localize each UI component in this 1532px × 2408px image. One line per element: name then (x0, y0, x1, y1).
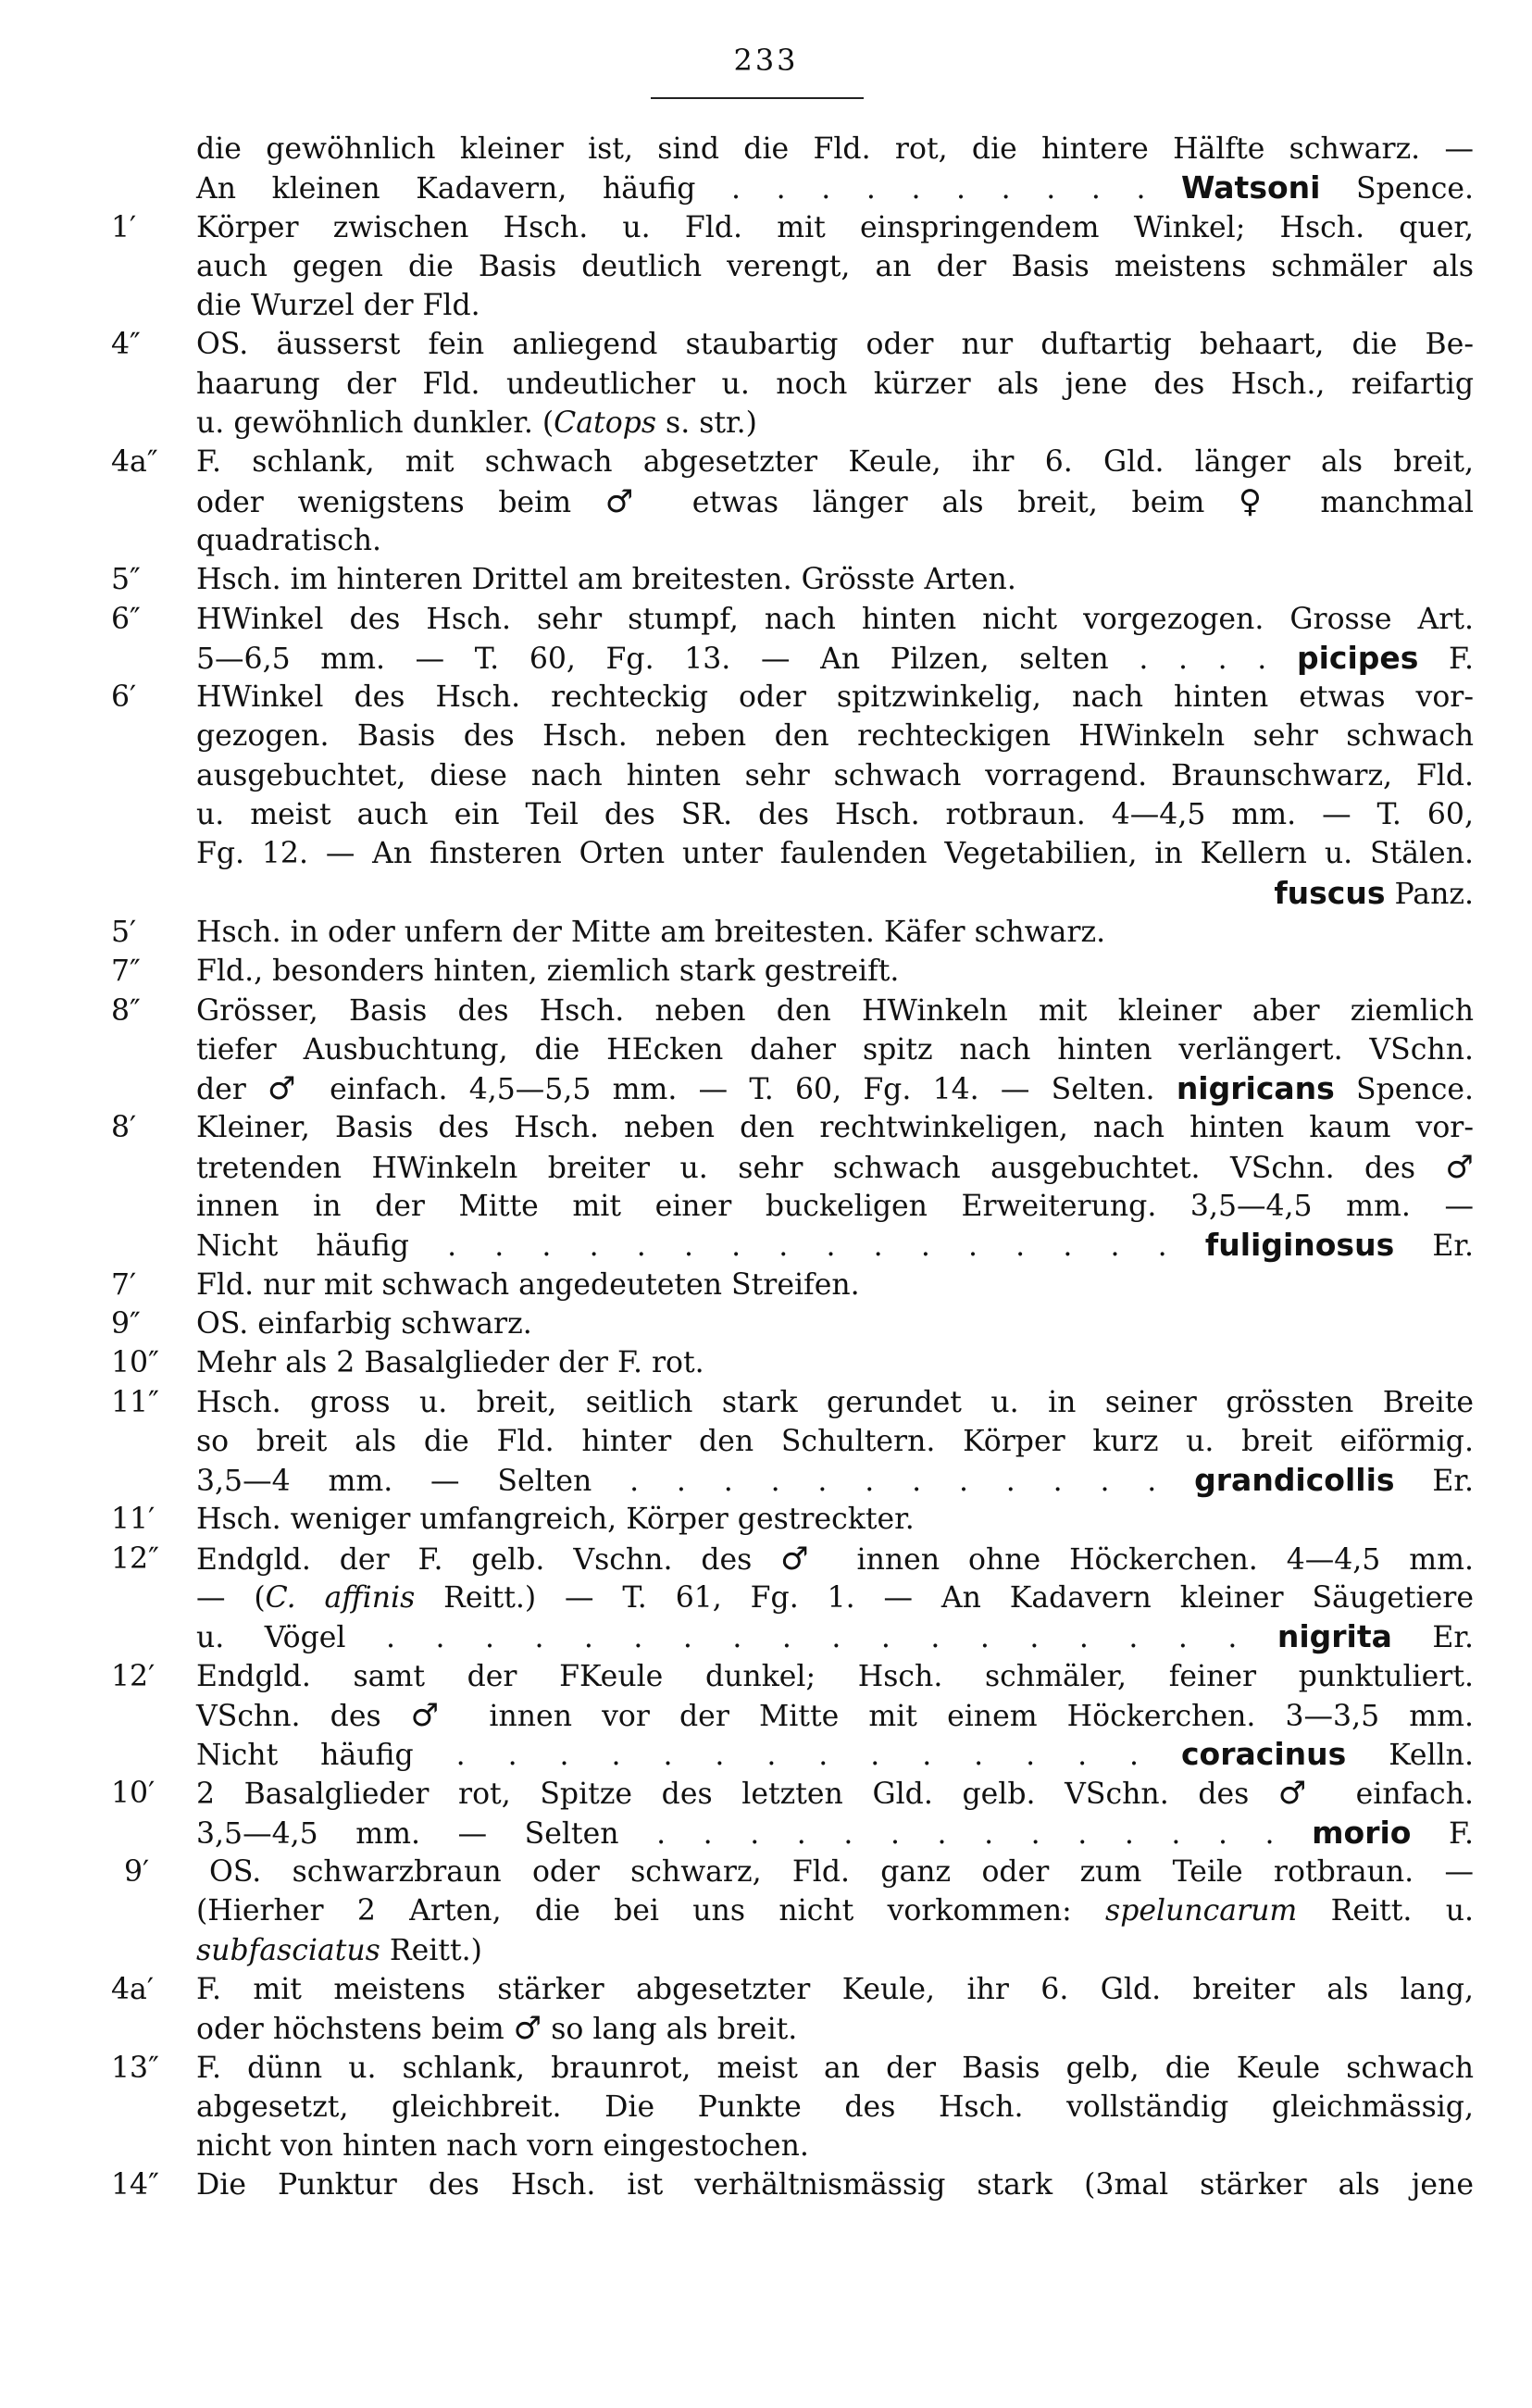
line-text: — (C. affinis Reitt.) — T. 61, Fg. 1. — An Kadavern kleiner Säugetiere (196, 1580, 1474, 1615)
line-text: auch gegen die Basis deutlich verengt, an der Basis meistens schmäler als (196, 249, 1474, 283)
couplet-label: 11′ (111, 1503, 156, 1537)
line-text: Grösser, Basis des Hsch. neben den HWinkeln mit kleiner aber ziemlich (196, 993, 1474, 1028)
species-name: coracinus (1180, 1736, 1347, 1773)
couplet-label: 6′ (111, 680, 137, 715)
couplet-label: 11″ (111, 1385, 159, 1419)
couplet-label: 8″ (111, 993, 141, 1028)
line-text: Hsch. gross u. breit, seitlich stark gerundet u. in seiner grössten Breite (196, 1385, 1474, 1419)
line-text: Nicht häufig . . . . . . . . . . . . . . . . fuliginosus Er. (196, 1227, 1474, 1264)
couplet-label: 7′ (111, 1267, 137, 1302)
text-line (111, 795, 1474, 834)
line-text: oder wenigstens beim ♂ etwas länger als breit, beim ♀ manchmal (196, 482, 1474, 520)
couplet-label: 14″ (111, 2168, 159, 2202)
text-line (111, 1696, 1474, 1735)
italic-term: speluncarum (1105, 1894, 1298, 1928)
couplet-label: 4a′ (111, 1972, 154, 2006)
line-text: oder höchstens beim ♂ so lang als breit. (196, 2010, 798, 2048)
text-line (111, 1853, 1474, 1891)
line-text: subfasciatus Reitt.) (196, 1933, 482, 1967)
line-text: Die Punktur des Hsch. ist verhältnismässig stark (3mal stärker als jene (196, 2168, 1474, 2202)
line-text: HWinkel des Hsch. rechteckig oder spitzwinkelig, nach hinten etwas vor- (196, 680, 1474, 715)
line-text: 3,5—4 mm. — Selten . . . . . . . . . . . . grandicollis Er. (196, 1462, 1474, 1499)
line-text: Endgld. der F. gelb. Vschn. des ♂ innen ohne Höckerchen. 4—4,5 mm. (196, 1540, 1474, 1578)
couplet-label: 4a″ (111, 445, 158, 480)
line-text: F. schlank, mit schwach abgesetzter Keule, ihr 6. Gld. länger als breit, (196, 445, 1474, 480)
female-symbol-icon: ♀ (1239, 482, 1287, 520)
line-text: u. gewöhnlich dunkler. (Catops s. str.) (196, 406, 757, 441)
text-line (111, 1500, 1474, 1539)
text-line (111, 1578, 1474, 1617)
text-line (111, 482, 1474, 521)
line-text: Fld. nur mit schwach angedeuteten Streifen. (196, 1267, 860, 1302)
text-line (111, 992, 1474, 1030)
couplet-label: 8′ (111, 1111, 137, 1145)
text-line (111, 2165, 1474, 2204)
species-name: fuscus (1274, 874, 1386, 911)
text-line (111, 560, 1474, 599)
text-line (111, 286, 1474, 325)
male-symbol-icon: ♂ (268, 1070, 308, 1108)
text-line (111, 1148, 1474, 1187)
text-line (111, 1343, 1474, 1382)
italic-term: C. affinis (265, 1580, 416, 1615)
line-text: abgesetzt, gleichbreit. Die Punkte des Hsch. vollständig gleichmässig, (196, 2090, 1474, 2124)
text-line (111, 600, 1474, 639)
header-rule (651, 97, 864, 99)
line-text: Hsch. im hinteren Drittel am breitesten. Grösste Arten. (196, 563, 1016, 597)
text-line (111, 1422, 1474, 1461)
text-line (111, 168, 1474, 207)
male-symbol-icon: ♂ (604, 482, 659, 520)
text-line (111, 756, 1474, 795)
text-line (111, 325, 1474, 364)
line-text: innen in der Mitte mit einer buckeligen Erweiterung. 3,5—4,5 mm. — (196, 1190, 1474, 1224)
line-text: OS. schwarzbraun oder schwarz, Fld. ganz oder zum Teile rotbraun. — (209, 1855, 1474, 1890)
line-text: OS. äusserst fein anliegend staubartig oder nur duftartig behaart, die Be- (196, 328, 1474, 362)
line-text: OS. einfarbig schwarz. (196, 1306, 532, 1341)
page-number: 233 (733, 43, 799, 78)
line-text: gezogen. Basis des Hsch. neben den rechteckigen HWinkeln sehr schwach (196, 719, 1474, 754)
text-line (111, 521, 1474, 560)
text-line (111, 2049, 1474, 2088)
text-line (111, 834, 1474, 873)
line-text: Mehr als 2 Basalglieder der F. rot. (196, 1346, 704, 1380)
text-line (111, 1069, 1474, 1108)
text-line (111, 247, 1474, 286)
line-text: Hsch. in oder unfern der Mitte am breitesten. Käfer schwarz. (196, 915, 1106, 949)
couplet-label: 9″ (111, 1306, 141, 1341)
line-text: tretenden HWinkeln breiter u. sehr schwach ausgebuchtet. VSchn. des ♂ (196, 1148, 1474, 1186)
line-text: haarung der Fld. undeutlicher u. noch kürzer als jene des Hsch., reifartig (196, 367, 1474, 401)
text-line (111, 1891, 1474, 1930)
text-line (111, 1617, 1474, 1656)
line-text: Kleiner, Basis des Hsch. neben den rechtwinkeligen, nach hinten kaum vor- (196, 1111, 1474, 1145)
line-text: 5—6,5 mm. — T. 60, Fg. 13. — An Pilzen, selten . . . . picipes F. (196, 639, 1475, 676)
text-line (111, 365, 1474, 404)
text-line (111, 1030, 1474, 1069)
text-line (111, 1461, 1474, 1500)
species-name: nigrita (1277, 1618, 1392, 1655)
couplet-label: 6″ (111, 602, 141, 636)
line-text: Fld., besonders hinten, ziemlich stark gestreift. (196, 954, 900, 989)
text-line (111, 1226, 1474, 1265)
line-text: An kleinen Kadavern, häufig . . . . . . . . . . Watsoni Spence. (196, 169, 1474, 206)
line-text: ausgebuchtet, diese nach hinten sehr schwach vorragend. Braunschwarz, Fld. (196, 758, 1474, 792)
text-line (111, 874, 1474, 913)
species-name: grandicollis (1194, 1462, 1395, 1499)
italic-term: subfasciatus (196, 1933, 380, 1967)
line-text: 2 Basalglieder rot, Spitze des letzten Gld. gelb. VSchn. des ♂ einfach. (196, 1775, 1475, 1813)
line-text: u. Vögel . . . . . . . . . . . . . . . . . . nigrita Er. (196, 1618, 1474, 1655)
line-text: die gewöhnlich kleiner ist, sind die Fld. rot, die hintere Hälfte schwarz. — (196, 132, 1474, 166)
male-symbol-icon: ♂ (410, 1696, 460, 1734)
couplet-label: 5′ (111, 915, 137, 949)
line-text: tiefer Ausbuchtung, die HEcken daher spitz nach hinten verlängert. VSchn. (196, 1032, 1474, 1067)
line-text: nicht von hinten nach vorn eingestochen. (196, 2129, 809, 2164)
line-text: so breit als die Fld. hinter den Schultern. Körper kurz u. breit eiförmig. (196, 1424, 1474, 1458)
text-line (111, 913, 1474, 952)
couplet-label: 12′ (111, 1659, 156, 1693)
text-line (111, 717, 1474, 755)
couplet-label: 5″ (111, 563, 141, 597)
line-text: Fg. 12. — An finsteren Orten unter faulenden Vegetabilien, in Kellern u. Stälen. (196, 837, 1474, 871)
couplet-label: 4″ (111, 328, 141, 362)
species-name: Watsoni (1181, 169, 1321, 206)
text-line (111, 2088, 1474, 2127)
couplet-label: 9′ (124, 1855, 150, 1890)
key-text-block (111, 130, 1474, 2205)
male-symbol-icon: ♂ (1277, 1775, 1326, 1813)
line-text: der ♂ einfach. 4,5—5,5 mm. — T. 60, Fg. 14. — Selten. nigricans Spence. (196, 1070, 1475, 1108)
text-line (111, 1383, 1474, 1422)
text-line (111, 2009, 1474, 2048)
text-line (111, 639, 1474, 678)
line-text: Hsch. weniger umfangreich, Körper gestreckter. (196, 1503, 915, 1537)
text-line (111, 1814, 1474, 1853)
couplet-label: 1′ (111, 210, 137, 244)
text-line (111, 208, 1474, 247)
line-text: F. dünn u. schlank, braunrot, meist an der Basis gelb, die Keule schwach (196, 2051, 1474, 2085)
line-text: u. meist auch ein Teil des SR. des Hsch. rotbraun. 4—4,5 mm. — T. 60, (196, 798, 1474, 832)
species-name: fuliginosus (1204, 1227, 1395, 1264)
italic-term: Catops (554, 406, 657, 441)
line-text: VSchn. des ♂ innen vor der Mitte mit einem Höckerchen. 3—3,5 mm. (196, 1696, 1475, 1734)
text-line (111, 1931, 1474, 1970)
text-line (111, 1970, 1474, 2009)
species-name: morio (1312, 1814, 1412, 1851)
text-line (111, 1108, 1474, 1147)
line-text: F. mit meistens stärker abgesetzter Keule, ihr 6. Gld. breiter als lang, (196, 1972, 1474, 2006)
line-text: Nicht häufig . . . . . . . . . . . . . . coracinus Kelln. (196, 1736, 1474, 1773)
couplet-label: 13″ (111, 2051, 159, 2085)
text-line (111, 1540, 1474, 1578)
text-line (111, 404, 1474, 443)
couplet-label: 7″ (111, 954, 141, 989)
line-text: fuscus Panz. (1274, 874, 1474, 911)
male-symbol-icon: ♂ (780, 1540, 828, 1578)
text-line (111, 1657, 1474, 1696)
line-text: (Hierher 2 Arten, die bei uns nicht vorkommen: speluncarum Reitt. u. (196, 1894, 1474, 1928)
text-line (111, 1187, 1474, 1226)
line-text: die Wurzel der Fld. (196, 289, 480, 323)
text-line (111, 952, 1474, 991)
text-line (111, 130, 1474, 168)
species-name: picipes (1296, 639, 1419, 676)
couplet-label: 10″ (111, 1346, 159, 1380)
line-text: HWinkel des Hsch. sehr stumpf, nach hinten nicht vorgezogen. Grosse Art. (196, 602, 1474, 636)
line-text: 3,5—4,5 mm. — Selten . . . . . . . . . . . . . . morio F. (196, 1814, 1474, 1851)
text-line (111, 443, 1474, 481)
line-text: Endgld. samt der FKeule dunkel; Hsch. schmäler, feiner punktuliert. (196, 1659, 1474, 1693)
text-line (111, 678, 1474, 717)
couplet-label: 10′ (111, 1777, 156, 1811)
text-line (111, 1735, 1474, 1774)
line-text: quadratisch. (196, 523, 382, 557)
text-line (111, 1266, 1474, 1304)
species-name: nigricans (1176, 1070, 1335, 1107)
male-symbol-icon: ♂ (513, 2010, 542, 2048)
text-line (111, 1774, 1474, 1813)
text-line (111, 2127, 1474, 2165)
text-line (111, 1304, 1474, 1343)
line-text: Körper zwischen Hsch. u. Fld. mit einspringendem Winkel; Hsch. quer, (196, 210, 1474, 244)
male-symbol-icon: ♂ (1445, 1148, 1474, 1186)
couplet-label: 12″ (111, 1541, 159, 1576)
